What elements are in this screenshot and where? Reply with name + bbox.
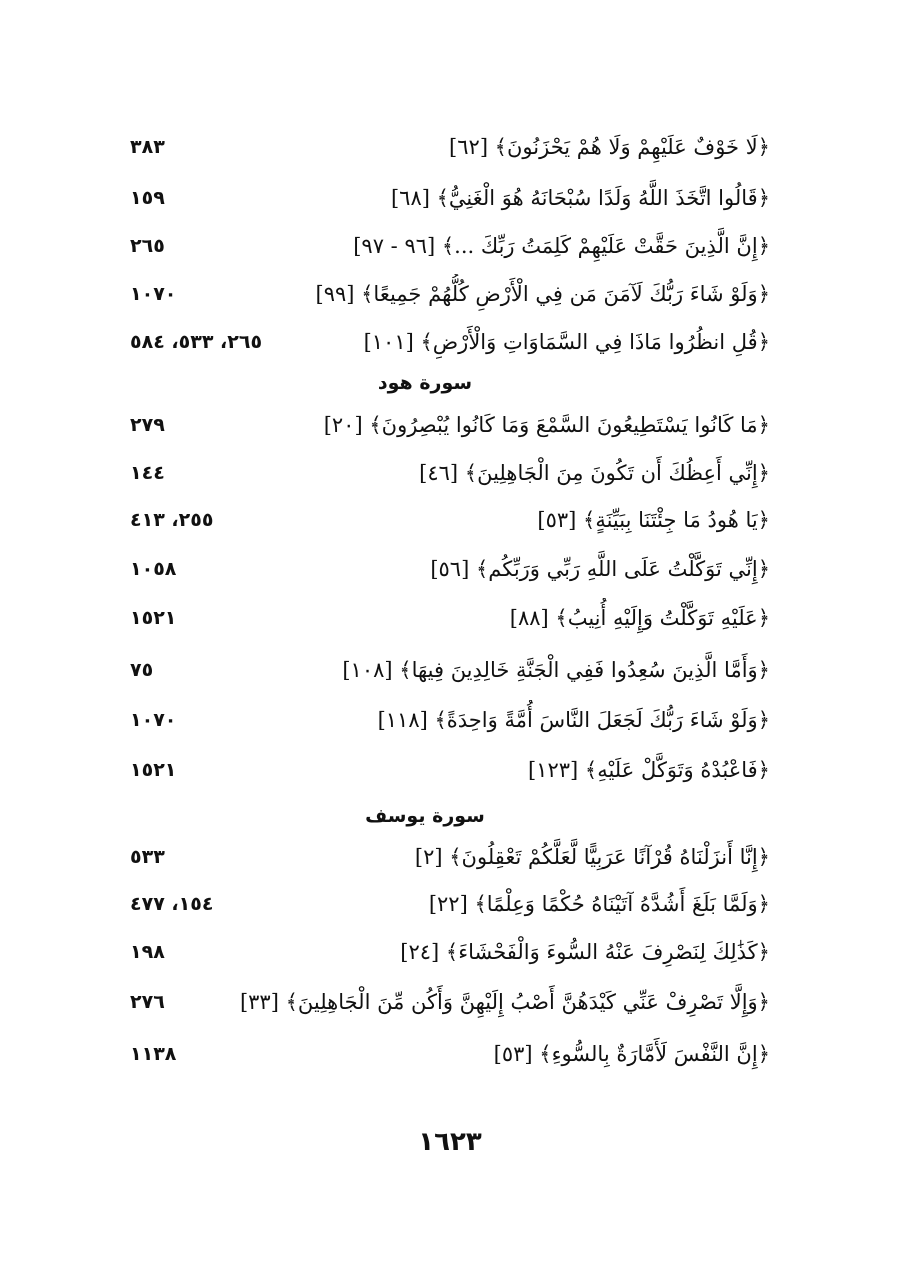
verse-text: ﴿إِنَّ الَّذِينَ حَقَّتْ عَلَيْهِمْ كَلِمَتُ رَبِّكَ ...﴾ [٩٦ - ٩٧] bbox=[353, 234, 770, 258]
index-entry bbox=[110, 982, 770, 1022]
index-entry bbox=[110, 650, 770, 690]
index-entry bbox=[110, 322, 770, 362]
page-references: ٧٥ bbox=[130, 659, 154, 681]
index-entry bbox=[110, 549, 770, 589]
sura-heading-hud: سورة هود bbox=[377, 372, 473, 394]
page-references: ١١٣٨ bbox=[130, 1043, 177, 1065]
index-entry bbox=[110, 750, 770, 790]
verse-text: ﴿قُلِ انظُرُوا مَاذَا فِي السَّمَاوَاتِ وَالْأَرْضِ﴾ [١٠١] bbox=[363, 330, 770, 354]
verse-text: ﴿وَإِلَّا تَصْرِفْ عَنِّي كَيْدَهُنَّ أَصْبُ إِلَيْهِنَّ وَأَكُن مِّنَ الْجَاهِلِينَ﴾ [٣٣] bbox=[239, 990, 770, 1014]
index-entry bbox=[110, 884, 770, 924]
index-entry bbox=[110, 226, 770, 266]
verse-text: ﴿فَاعْبُدْهُ وَتَوَكَّلْ عَلَيْهِ﴾ [١٢٣] bbox=[527, 758, 770, 782]
page-references: ١٠٧٠ bbox=[130, 709, 177, 731]
index-entry bbox=[110, 837, 770, 877]
verse-text: ﴿مَا كَانُوا يَسْتَطِيعُونَ السَّمْعَ وَمَا كَانُوا يُبْصِرُونَ﴾ [٢٠] bbox=[323, 413, 770, 437]
page-references: ١٠٧٠ bbox=[130, 283, 177, 305]
index-entry bbox=[110, 500, 770, 540]
page-references: ٢٥٥، ٤١٣ bbox=[130, 509, 214, 531]
verse-text: ﴿كَذَٰلِكَ لِنَصْرِفَ عَنْهُ السُّوءَ وَالْفَحْشَاءَ﴾ [٢٤] bbox=[400, 940, 770, 964]
page-references: ١٥٢١ bbox=[130, 607, 177, 629]
verse-text: ﴿يَا هُودُ مَا جِئْتَنَا بِبَيِّنَةٍ﴾ [٥٣] bbox=[537, 508, 770, 532]
page-references: ١٥٤، ٤٧٧ bbox=[130, 893, 214, 915]
page-references: ٢٦٥ bbox=[130, 235, 165, 257]
verse-text: ﴿إِنَّا أَنزَلْنَاهُ قُرْآنًا عَرَبِيًّا لَّعَلَّكُمْ تَعْقِلُونَ﴾ [٢] bbox=[414, 845, 770, 869]
index-entry bbox=[110, 274, 770, 314]
index-entry bbox=[110, 453, 770, 493]
verse-text: ﴿إِنِّي أَعِظُكَ أَن تَكُونَ مِنَ الْجَاهِلِينَ﴾ [٤٦] bbox=[419, 461, 770, 485]
page-references: ١٥٩ bbox=[130, 187, 165, 209]
index-entry bbox=[110, 178, 770, 218]
page-references: ٣٨٣ bbox=[130, 136, 165, 158]
verse-text: ﴿وَلَوْ شَاءَ رَبُّكَ لَآمَنَ مَن فِي الْأَرْضِ كُلُّهُمْ جَمِيعًا﴾ [٩٩] bbox=[315, 282, 770, 306]
page-references: ١٤٤ bbox=[130, 462, 165, 484]
verse-text: ﴿إِنَّ النَّفْسَ لَأَمَّارَةٌ بِالسُّوءِ﴾ [٥٣] bbox=[493, 1042, 770, 1066]
verse-text: ﴿قَالُوا اتَّخَذَ اللَّهُ وَلَدًا سُبْحَانَهُ هُوَ الْغَنِيُّ﴾ [٦٨] bbox=[390, 186, 770, 210]
verse-text: ﴿وَأَمَّا الَّذِينَ سُعِدُوا فَفِي الْجَنَّةِ خَالِدِينَ فِيهَا﴾ [١٠٨] bbox=[342, 658, 770, 682]
page-references: ٢٧٩ bbox=[130, 414, 165, 436]
index-entry bbox=[110, 932, 770, 972]
sura-heading-yusuf: سورة يوسف bbox=[365, 805, 485, 827]
verse-text: ﴿عَلَيْهِ تَوَكَّلْتُ وَإِلَيْهِ أُنِيبُ﴾ [٨٨] bbox=[509, 606, 770, 630]
page-number: ١٦٢٣ bbox=[418, 1127, 482, 1157]
verse-text: ﴿إِنِّي تَوَكَّلْتُ عَلَى اللَّهِ رَبِّي وَرَبِّكُم﴾ [٥٦] bbox=[430, 557, 770, 581]
verse-text: ﴿لَا خَوْفٌ عَلَيْهِمْ وَلَا هُمْ يَحْزَنُونَ﴾ [٦٢] bbox=[449, 135, 770, 159]
page-references: ٥٣٣ bbox=[130, 846, 165, 868]
index-entry bbox=[110, 700, 770, 740]
index-entry bbox=[110, 1034, 770, 1074]
page-references: ٢٧٦ bbox=[130, 991, 165, 1013]
index-entry bbox=[110, 405, 770, 445]
index-entry bbox=[110, 127, 770, 167]
page-references: ١٩٨ bbox=[130, 941, 165, 963]
verse-text: ﴿وَلَوْ شَاءَ رَبُّكَ لَجَعَلَ النَّاسَ أُمَّةً وَاحِدَةً﴾ [١١٨] bbox=[377, 708, 770, 732]
page-references: ١٠٥٨ bbox=[130, 558, 177, 580]
page-references: ١٥٢١ bbox=[130, 759, 177, 781]
verse-text: ﴿وَلَمَّا بَلَغَ أَشُدَّهُ آتَيْنَاهُ حُكْمًا وَعِلْمًا﴾ [٢٢] bbox=[428, 892, 770, 916]
index-entry bbox=[110, 598, 770, 638]
page-references: ٢٦٥، ٥٣٣، ٥٨٤ bbox=[130, 331, 263, 353]
